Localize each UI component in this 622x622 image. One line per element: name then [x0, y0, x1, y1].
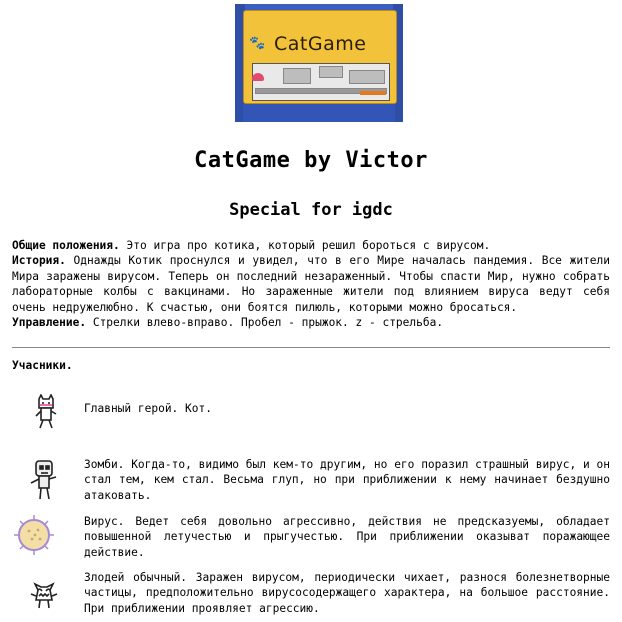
scene-block	[283, 68, 311, 84]
mushroom-sprite-icon	[252, 73, 264, 81]
virus-icon	[12, 513, 72, 557]
participants-heading: Учасники.	[12, 359, 73, 372]
cat-logo-icon: 🐾	[249, 36, 266, 51]
controls-paragraph	[12, 315, 610, 330]
participant-villain-text: Злодей обычный. Заражен вирусом, периодически чихает, разнося болезнетворные частицы, предположительно вирусосодержащего характера, на большое расстояние. При приближении проявляет агрессию.	[84, 571, 610, 615]
intro-text	[12, 238, 610, 330]
villain-icon	[12, 570, 72, 618]
cartridge-label	[243, 10, 397, 104]
cartridge-bottom	[243, 104, 395, 122]
participant-zombie-text: Зомби. Когда-то, видимо был кем-то другим, но его поразил страшный вирус, и он стал тем, кем стал. Весьма глуп, но при приближении к нему начинает бездушно атаковать.	[84, 458, 610, 502]
zombie-icon	[12, 455, 72, 503]
controls-label: Управление.	[12, 316, 87, 330]
cat-hero-icon	[12, 394, 72, 438]
general-text: Это игра про котика, который решил бороться с вирусом.	[119, 239, 491, 252]
game-scene-preview	[252, 63, 390, 101]
participant-virus-text: Вирус. Ведет себя довольно агрессивно, действия не предсказуемы, обладает повышенной летучестью и прыгучестью. При приближении оказыват поражающее действие.	[84, 515, 610, 559]
story-label: История.	[12, 254, 66, 268]
story-text: Однажды Котик проснулся и увидел, что в его Мире началась пандемия. Все жители Мира заражены вирусом. Теперь он последний незараженный. Чтобы спасти Мир, нужно собрать лабораторные колбы с вакцинами. Но зараженные жители под влиянием вируса ведут себя очень недружелюбно. К счастью, они боятся пилюль, которыми можно бросаться.	[12, 254, 610, 314]
cartridge-title: CatGame	[274, 33, 367, 55]
participant-cat-text: Главный герой. Кот.	[84, 402, 212, 415]
scene-block	[319, 66, 343, 78]
scene-stripe	[360, 91, 386, 95]
page-title: CatGame by Victor	[194, 148, 428, 173]
general-label: Общие положения.	[12, 239, 120, 252]
section-divider	[12, 347, 610, 348]
controls-text: Стрелки влево-вправо. Пробел - прыжок. z - стрельба.	[86, 316, 444, 330]
story-paragraph	[12, 253, 610, 315]
page-subtitle: Special for igdc	[229, 200, 393, 220]
scene-block	[349, 70, 385, 84]
general-paragraph	[12, 238, 610, 253]
game-cartridge-image	[235, 4, 403, 122]
